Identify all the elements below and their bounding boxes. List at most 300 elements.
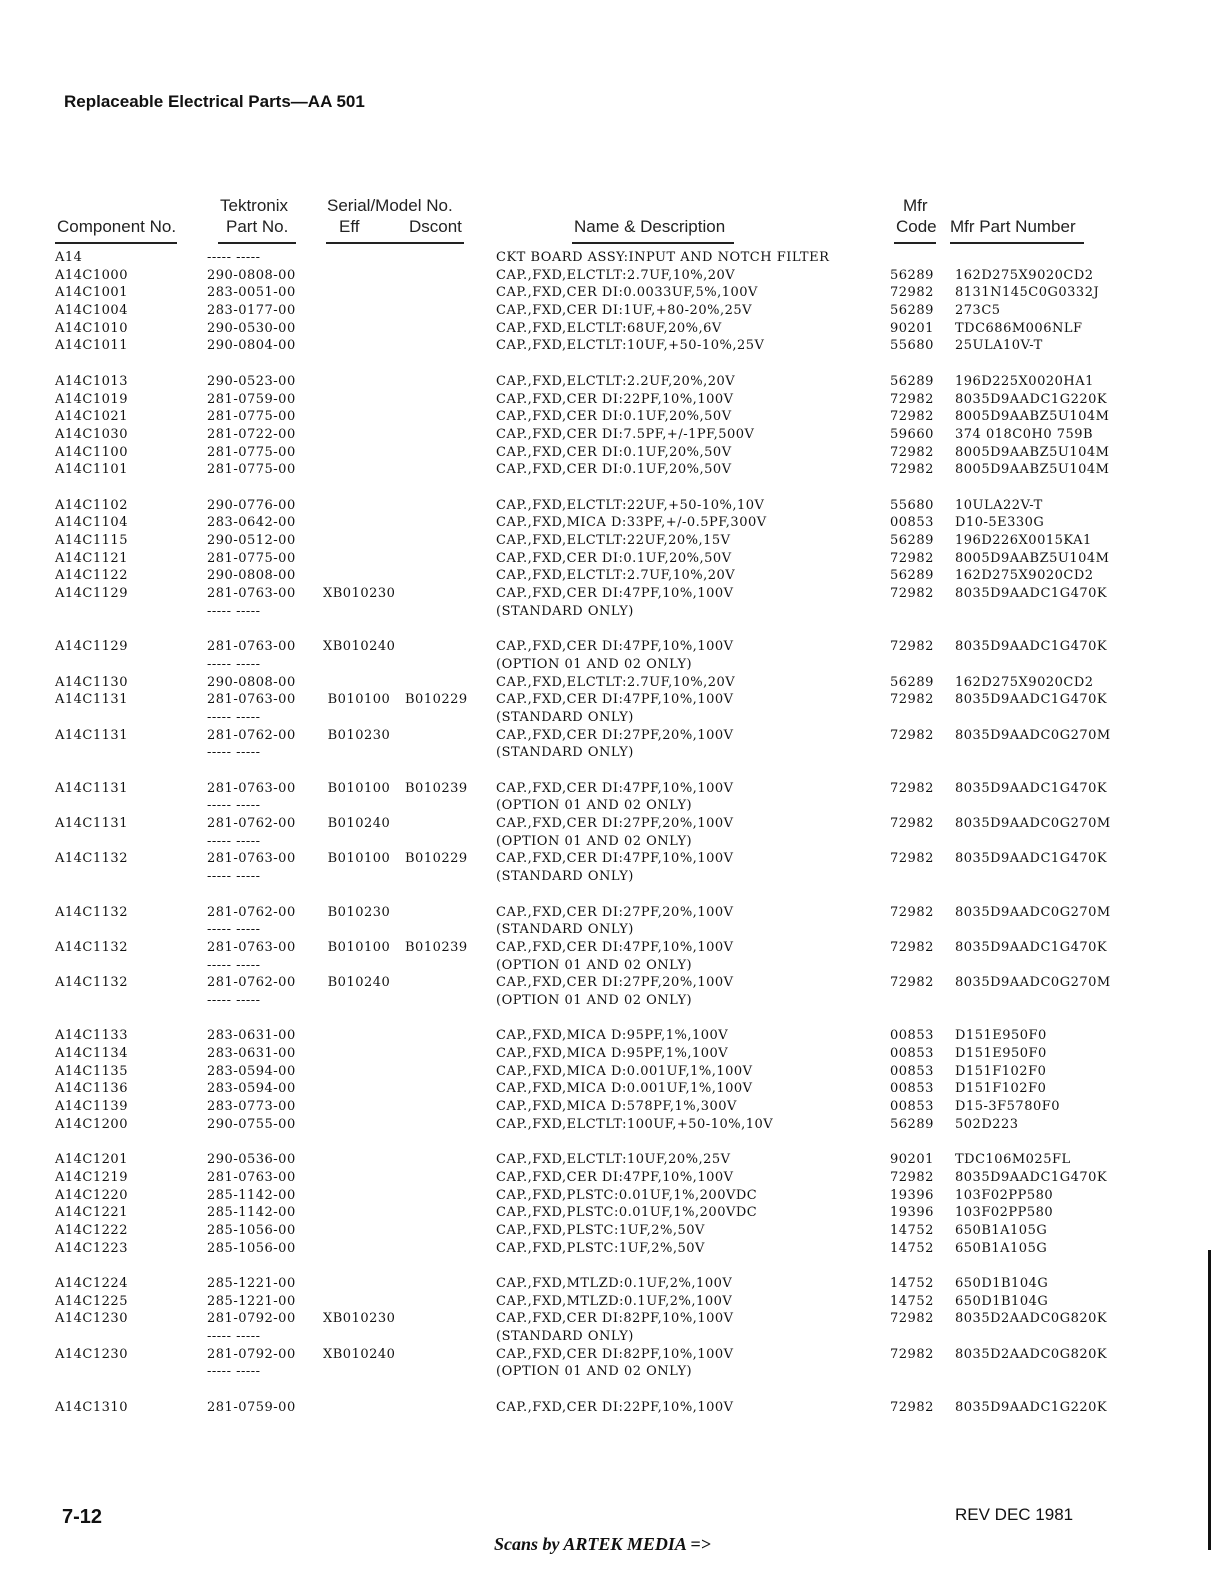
component-no: A14C1132 bbox=[55, 904, 128, 920]
serial-dscont: B010239 bbox=[405, 939, 468, 955]
table-row bbox=[0, 391, 1230, 409]
tek-part-no: 290-0804-00 bbox=[207, 338, 296, 354]
mfr-code: 72982 bbox=[890, 727, 934, 743]
mfr-part-number: D151E950F0 bbox=[955, 1028, 1047, 1044]
description: CAP.,FXD,ELCTLT:10UF,20%,25V bbox=[496, 1152, 731, 1168]
part-dashes: ----- ----- bbox=[207, 922, 261, 938]
component-no: A14C1230 bbox=[55, 1311, 128, 1327]
description: CAP.,FXD,CER DI:0.1UF,20%,50V bbox=[496, 409, 732, 425]
component-no: A14C1010 bbox=[55, 320, 128, 336]
table-row bbox=[0, 408, 1230, 426]
description: CAP.,FXD,CER DI:27PF,20%,100V bbox=[496, 727, 734, 743]
description-note: (OPTION 01 AND 02 ONLY) bbox=[496, 833, 693, 849]
mfr-code: 72982 bbox=[890, 1399, 934, 1415]
mfr-part-number: 8005D9AABZ5U104M bbox=[955, 462, 1110, 478]
mfr-code: 00853 bbox=[890, 1046, 934, 1062]
col-mfr-part-number: Mfr Part Number bbox=[950, 217, 1076, 236]
scan-credit: Scans by ARTEK MEDIA => bbox=[494, 1534, 711, 1554]
mfr-code: 00853 bbox=[890, 1028, 934, 1044]
component-no: A14C1122 bbox=[55, 568, 128, 584]
description: CAP.,FXD,CER DI:27PF,20%,100V bbox=[496, 816, 734, 832]
tek-part-no: 281-0775-00 bbox=[207, 444, 296, 460]
description: CAP.,FXD,ELCTLT:22UF,20%,15V bbox=[496, 533, 731, 548]
tek-part-no: 281-0763-00 bbox=[207, 939, 296, 955]
mfr-part-number: TDC106M025FL bbox=[955, 1152, 1071, 1168]
mfr-part-number: 162D275X9020CD2 bbox=[955, 267, 1094, 283]
description: CAP.,FXD,CER DI:47PF,10%,100V bbox=[496, 692, 734, 708]
tek-part-no: 283-0631-00 bbox=[207, 1046, 296, 1062]
table-row bbox=[0, 1275, 1230, 1293]
component-no: A14C1115 bbox=[55, 533, 128, 548]
mfr-code: 14752 bbox=[890, 1222, 934, 1238]
table-row bbox=[0, 939, 1230, 974]
part-dashes: ----- ----- bbox=[207, 745, 261, 761]
description: CAP.,FXD,ELCTLT:2.7UF,10%,20V bbox=[496, 674, 736, 690]
description: CKT BOARD ASSY:INPUT AND NOTCH FILTER bbox=[496, 250, 830, 265]
mfr-part-number: 8005D9AABZ5U104M bbox=[955, 444, 1110, 460]
table-row bbox=[0, 497, 1230, 515]
serial-eff: XB010240 bbox=[323, 639, 396, 655]
mfr-code: 72982 bbox=[890, 639, 934, 655]
component-no: A14C1133 bbox=[55, 1028, 128, 1044]
mfr-part-number: 103F02PP580 bbox=[955, 1205, 1054, 1221]
tek-part-no: 285-1142-00 bbox=[207, 1187, 296, 1203]
table-row bbox=[0, 1063, 1230, 1081]
tek-part-no: 285-1142-00 bbox=[207, 1205, 296, 1221]
rule-name bbox=[572, 242, 734, 244]
table-row bbox=[0, 444, 1230, 462]
mfr-code: 72982 bbox=[890, 550, 934, 566]
mfr-code: 19396 bbox=[890, 1187, 934, 1203]
mfr-part-number: 273C5 bbox=[955, 303, 1001, 319]
description: CAP.,FXD,PLSTC:0.01UF,1%,200VDC bbox=[496, 1205, 758, 1221]
table-row bbox=[0, 638, 1230, 673]
mfr-part-number: 8035D9AADC1G220K bbox=[955, 1399, 1108, 1415]
column-header bbox=[0, 196, 1230, 242]
mfr-code: 56289 bbox=[890, 674, 934, 690]
component-no: A14C1131 bbox=[55, 727, 128, 743]
table-row bbox=[0, 815, 1230, 850]
tek-part-no: 281-0722-00 bbox=[207, 426, 296, 442]
tek-part-no: ----- ----- bbox=[207, 250, 261, 265]
tek-part-no: 290-0755-00 bbox=[207, 1116, 296, 1132]
mfr-code: 72982 bbox=[890, 285, 934, 301]
description: CAP.,FXD,ELCTLT:100UF,+50-10%,10V bbox=[496, 1116, 774, 1132]
mfr-code: 00853 bbox=[890, 1081, 934, 1097]
tek-part-no: 281-0763-00 bbox=[207, 1169, 296, 1185]
component-no: A14C1230 bbox=[55, 1346, 128, 1362]
serial-dscont: B010239 bbox=[405, 780, 468, 796]
table-row bbox=[0, 461, 1230, 479]
part-dashes: ----- ----- bbox=[207, 603, 261, 619]
serial-eff: B010230 bbox=[323, 727, 391, 743]
col-tek-top: Tektronix bbox=[220, 196, 289, 215]
tek-part-no: 281-0759-00 bbox=[207, 1399, 296, 1415]
part-dashes: ----- ----- bbox=[207, 1364, 261, 1380]
serial-eff: XB010240 bbox=[323, 1346, 396, 1362]
mfr-part-number: 650B1A105G bbox=[955, 1222, 1048, 1238]
description-note: (STANDARD ONLY) bbox=[496, 1329, 634, 1345]
tek-part-no: 281-0792-00 bbox=[207, 1346, 296, 1362]
mfr-part-number: 10ULA22V-T bbox=[955, 497, 1043, 513]
tek-part-no: 281-0763-00 bbox=[207, 692, 296, 708]
description: CAP.,FXD,CER DI:0.0033UF,5%,100V bbox=[496, 285, 758, 301]
tek-part-no: 281-0759-00 bbox=[207, 391, 296, 407]
description-note: (STANDARD ONLY) bbox=[496, 603, 634, 619]
table-row bbox=[0, 691, 1230, 726]
mfr-code: 55680 bbox=[890, 338, 934, 354]
description: CAP.,FXD,ELCTLT:22UF,+50-10%,10V bbox=[496, 497, 765, 513]
mfr-part-number: 650D1B104G bbox=[955, 1276, 1049, 1292]
mfr-code: 14752 bbox=[890, 1240, 934, 1256]
description: CAP.,FXD,CER DI:82PF,10%,100V bbox=[496, 1311, 734, 1327]
rule-serial bbox=[326, 242, 464, 244]
mfr-code: 55680 bbox=[890, 497, 934, 513]
mfr-code: 72982 bbox=[890, 780, 934, 796]
mfr-part-number: 650B1A105G bbox=[955, 1240, 1048, 1256]
mfr-part-number: D151E950F0 bbox=[955, 1046, 1047, 1062]
tek-part-no: 281-0763-00 bbox=[207, 639, 296, 655]
mfr-part-number: D151F102F0 bbox=[955, 1063, 1047, 1079]
component-no: A14C1134 bbox=[55, 1046, 128, 1062]
mfr-part-number: 8035D2AADC0G820K bbox=[955, 1346, 1108, 1362]
component-no: A14C1136 bbox=[55, 1081, 128, 1097]
component-no: A14C1132 bbox=[55, 939, 128, 955]
description: CAP.,FXD,CER DI:47PF,10%,100V bbox=[496, 586, 734, 602]
table-row bbox=[0, 1027, 1230, 1045]
description: CAP.,FXD,CER DI:47PF,10%,100V bbox=[496, 1169, 734, 1185]
mfr-code: 72982 bbox=[890, 904, 934, 920]
rule-tek bbox=[218, 242, 296, 244]
mfr-code: 56289 bbox=[890, 568, 934, 584]
table-row bbox=[0, 1169, 1230, 1187]
tek-part-no: 290-0808-00 bbox=[207, 674, 296, 690]
table-row bbox=[0, 1399, 1230, 1417]
mfr-part-number: 162D275X9020CD2 bbox=[955, 674, 1094, 690]
tek-part-no: 281-0763-00 bbox=[207, 851, 296, 867]
component-no: A14C1004 bbox=[55, 303, 128, 319]
table-row bbox=[0, 1240, 1230, 1258]
rule-mfr-code bbox=[894, 242, 936, 244]
description: CAP.,FXD,ELCTLT:2.7UF,10%,20V bbox=[496, 267, 736, 283]
mfr-part-number: 196D225X0020HA1 bbox=[955, 373, 1094, 389]
component-no: A14C1019 bbox=[55, 391, 128, 407]
description: CAP.,FXD,MICA D:33PF,+/-0.5PF,300V bbox=[496, 515, 767, 531]
mfr-code: 72982 bbox=[890, 409, 934, 425]
col-name-description: Name & Description bbox=[574, 217, 726, 236]
description: CAP.,FXD,CER DI:0.1UF,20%,50V bbox=[496, 444, 732, 460]
mfr-part-number: 8035D9AADC1G470K bbox=[955, 1169, 1108, 1185]
tek-part-no: 281-0762-00 bbox=[207, 727, 296, 743]
description-note: (STANDARD ONLY) bbox=[496, 922, 634, 938]
component-no: A14 bbox=[55, 250, 83, 265]
col-serial-top: Serial/Model No. bbox=[327, 196, 453, 215]
component-no: A14C1222 bbox=[55, 1222, 128, 1238]
component-no: A14C1013 bbox=[55, 373, 128, 389]
component-no: A14C1030 bbox=[55, 426, 128, 442]
tek-part-no: 283-0594-00 bbox=[207, 1081, 296, 1097]
component-no: A14C1132 bbox=[55, 975, 128, 991]
mfr-code: 72982 bbox=[890, 586, 934, 602]
mfr-part-number: 8035D9AADC1G470K bbox=[955, 586, 1108, 602]
component-no: A14C1001 bbox=[55, 285, 128, 301]
table-row bbox=[0, 567, 1230, 585]
description: CAP.,FXD,MICA D:95PF,1%,100V bbox=[496, 1046, 729, 1062]
table-row bbox=[0, 532, 1230, 550]
mfr-code: 00853 bbox=[890, 1063, 934, 1079]
description-note: (OPTION 01 AND 02 ONLY) bbox=[496, 1364, 693, 1380]
mfr-code: 90201 bbox=[890, 320, 934, 336]
mfr-part-number: 8035D9AADC1G470K bbox=[955, 939, 1108, 955]
component-no: A14C1219 bbox=[55, 1169, 128, 1185]
mfr-code: 00853 bbox=[890, 515, 934, 531]
component-no: A14C1224 bbox=[55, 1276, 128, 1292]
table-row bbox=[0, 1204, 1230, 1222]
mfr-code: 72982 bbox=[890, 391, 934, 407]
tek-part-no: 281-0762-00 bbox=[207, 816, 296, 832]
table-row bbox=[0, 284, 1230, 302]
tek-part-no: 290-0808-00 bbox=[207, 267, 296, 283]
mfr-code: 14752 bbox=[890, 1276, 934, 1292]
description: CAP.,FXD,CER DI:47PF,10%,100V bbox=[496, 939, 734, 955]
description: CAP.,FXD,ELCTLT:2.2UF,20%,20V bbox=[496, 373, 736, 389]
mfr-part-number: 8035D9AADC1G470K bbox=[955, 639, 1108, 655]
mfr-part-number: 103F02PP580 bbox=[955, 1187, 1054, 1203]
table-row bbox=[0, 426, 1230, 444]
mfr-part-number: 8035D9AADC0G270M bbox=[955, 727, 1111, 743]
table-row bbox=[0, 850, 1230, 885]
component-no: A14C1221 bbox=[55, 1205, 128, 1221]
mfr-code: 72982 bbox=[890, 851, 934, 867]
table-row bbox=[0, 337, 1230, 355]
tek-part-no: 283-0642-00 bbox=[207, 515, 296, 531]
description: CAP.,FXD,CER DI:1UF,+80-20%,25V bbox=[496, 303, 753, 319]
mfr-part-number: 8035D9AADC1G220K bbox=[955, 391, 1108, 407]
tek-part-no: 290-0523-00 bbox=[207, 373, 296, 389]
description: CAP.,FXD,ELCTLT:68UF,20%,6V bbox=[496, 320, 722, 336]
component-no: A14C1200 bbox=[55, 1116, 128, 1132]
tek-part-no: 290-0530-00 bbox=[207, 320, 296, 336]
part-dashes: ----- ----- bbox=[207, 798, 261, 814]
tek-part-no: 281-0792-00 bbox=[207, 1311, 296, 1327]
tek-part-no: 290-0536-00 bbox=[207, 1152, 296, 1168]
col-tek-bottom: Part No. bbox=[226, 217, 289, 236]
tek-part-no: 285-1056-00 bbox=[207, 1222, 296, 1238]
mfr-part-number: 502D223 bbox=[955, 1116, 1019, 1132]
description: CAP.,FXD,CER DI:22PF,10%,100V bbox=[496, 391, 734, 407]
description-note: (STANDARD ONLY) bbox=[496, 745, 634, 761]
rule-mfr-part bbox=[950, 242, 1084, 244]
mfr-part-number: 8035D9AADC0G270M bbox=[955, 975, 1111, 991]
description: CAP.,FXD,CER DI:47PF,10%,100V bbox=[496, 639, 734, 655]
col-eff: Eff bbox=[339, 217, 360, 236]
description: CAP.,FXD,ELCTLT:10UF,+50-10%,25V bbox=[496, 338, 765, 354]
mfr-code: 56289 bbox=[890, 533, 934, 548]
part-dashes: ----- ----- bbox=[207, 1329, 261, 1345]
table-row bbox=[0, 1116, 1230, 1134]
component-no: A14C1131 bbox=[55, 780, 128, 796]
table-row bbox=[0, 727, 1230, 762]
table-row bbox=[0, 1222, 1230, 1240]
mfr-part-number: 8035D9AADC1G470K bbox=[955, 851, 1108, 867]
mfr-part-number: 25ULA10V-T bbox=[955, 338, 1043, 354]
component-no: A14C1131 bbox=[55, 816, 128, 832]
description: CAP.,FXD,MTLZD:0.1UF,2%,100V bbox=[496, 1293, 733, 1309]
component-no: A14C1130 bbox=[55, 674, 128, 690]
component-no: A14C1000 bbox=[55, 267, 128, 283]
part-dashes: ----- ----- bbox=[207, 833, 261, 849]
description-note: (OPTION 01 AND 02 ONLY) bbox=[496, 957, 693, 973]
revision-date: REV DEC 1981 bbox=[955, 1505, 1074, 1524]
tek-part-no: 283-0177-00 bbox=[207, 303, 296, 319]
mfr-part-number: 8005D9AABZ5U104M bbox=[955, 409, 1110, 425]
part-dashes: ----- ----- bbox=[207, 709, 261, 725]
mfr-part-number: 8035D9AADC0G270M bbox=[955, 816, 1111, 832]
parts-table bbox=[0, 249, 1230, 1417]
mfr-code: 72982 bbox=[890, 444, 934, 460]
description: CAP.,FXD,CER DI:47PF,10%,100V bbox=[496, 851, 734, 867]
mfr-code: 56289 bbox=[890, 303, 934, 319]
description-note: (OPTION 01 AND 02 ONLY) bbox=[496, 656, 693, 672]
description: CAP.,FXD,MICA D:0.001UF,1%,100V bbox=[496, 1081, 753, 1097]
component-no: A14C1011 bbox=[55, 338, 128, 354]
tek-part-no: 281-0762-00 bbox=[207, 975, 296, 991]
table-row bbox=[0, 1151, 1230, 1169]
description: CAP.,FXD,PLSTC:1UF,2%,50V bbox=[496, 1222, 705, 1238]
tek-part-no: 283-0631-00 bbox=[207, 1028, 296, 1044]
part-dashes: ----- ----- bbox=[207, 656, 261, 672]
table-row bbox=[0, 1098, 1230, 1116]
tek-part-no: 283-0773-00 bbox=[207, 1099, 296, 1115]
component-no: A14C1220 bbox=[55, 1187, 128, 1203]
col-dscont: Dscont bbox=[409, 217, 462, 236]
tek-part-no: 281-0775-00 bbox=[207, 409, 296, 425]
description: CAP.,FXD,CER DI:27PF,20%,100V bbox=[496, 975, 734, 991]
tek-part-no: 290-0512-00 bbox=[207, 533, 296, 548]
mfr-part-number: 8035D9AADC1G470K bbox=[955, 692, 1108, 708]
col-component: Component No. bbox=[57, 217, 177, 236]
table-row bbox=[0, 249, 1230, 267]
mfr-code: 14752 bbox=[890, 1293, 934, 1309]
mfr-part-number: 374 018C0H0 759B bbox=[955, 426, 1094, 442]
table-row bbox=[0, 267, 1230, 285]
mfr-part-number: 8131N145C0G0332J bbox=[955, 285, 1100, 301]
mfr-part-number: 8035D9AADC1G470K bbox=[955, 780, 1108, 796]
description-note: (OPTION 01 AND 02 ONLY) bbox=[496, 798, 693, 814]
mfr-code: 72982 bbox=[890, 975, 934, 991]
description: CAP.,FXD,MICA D:0.001UF,1%,100V bbox=[496, 1063, 753, 1079]
table-row bbox=[0, 1293, 1230, 1311]
description: CAP.,FXD,MICA D:95PF,1%,100V bbox=[496, 1028, 729, 1044]
table-row bbox=[0, 674, 1230, 692]
table-row bbox=[0, 1310, 1230, 1345]
serial-eff: B010240 bbox=[323, 975, 391, 991]
table-row bbox=[0, 514, 1230, 532]
serial-eff: B010230 bbox=[323, 904, 391, 920]
description: CAP.,FXD,CER DI:7.5PF,+/-1PF,500V bbox=[496, 426, 755, 442]
mfr-code: 72982 bbox=[890, 1311, 934, 1327]
tek-part-no: 281-0762-00 bbox=[207, 904, 296, 920]
tek-part-no: 285-1056-00 bbox=[207, 1240, 296, 1256]
table-row bbox=[0, 1080, 1230, 1098]
page-header-title: Replaceable Electrical Parts—AA 501 bbox=[64, 92, 365, 111]
serial-eff: B010100 bbox=[323, 939, 391, 955]
tek-part-no: 283-0051-00 bbox=[207, 285, 296, 301]
rule-component bbox=[55, 242, 177, 244]
mfr-code: 59660 bbox=[890, 426, 934, 442]
part-dashes: ----- ----- bbox=[207, 869, 261, 885]
mfr-part-number: 8035D9AADC0G270M bbox=[955, 904, 1111, 920]
mfr-part-number: 8035D2AADC0G820K bbox=[955, 1311, 1108, 1327]
mfr-code: 56289 bbox=[890, 373, 934, 389]
component-no: A14C1139 bbox=[55, 1099, 128, 1115]
table-row bbox=[0, 373, 1230, 391]
mfr-code: 56289 bbox=[890, 1116, 934, 1132]
description: CAP.,FXD,MICA D:578PF,1%,300V bbox=[496, 1099, 737, 1115]
tek-part-no: 281-0775-00 bbox=[207, 550, 296, 566]
component-no: A14C1129 bbox=[55, 639, 128, 655]
serial-dscont: B010229 bbox=[405, 851, 468, 867]
table-row bbox=[0, 302, 1230, 320]
mfr-part-number: D10-5E330G bbox=[955, 515, 1045, 531]
serial-dscont: B010229 bbox=[405, 692, 468, 708]
mfr-code: 72982 bbox=[890, 1346, 934, 1362]
component-no: A14C1135 bbox=[55, 1063, 128, 1079]
component-no: A14C1225 bbox=[55, 1293, 128, 1309]
description: CAP.,FXD,PLSTC:1UF,2%,50V bbox=[496, 1240, 705, 1256]
component-no: A14C1100 bbox=[55, 444, 128, 460]
tek-part-no: 281-0763-00 bbox=[207, 780, 296, 796]
col-mfr-code: Code bbox=[896, 217, 937, 236]
description: CAP.,FXD,CER DI:22PF,10%,100V bbox=[496, 1399, 734, 1415]
mfr-code: 72982 bbox=[890, 462, 934, 478]
mfr-code: 90201 bbox=[890, 1152, 934, 1168]
mfr-part-number: D15-3F5780F0 bbox=[955, 1099, 1061, 1115]
col-mfr-top: Mfr bbox=[903, 196, 928, 215]
mfr-part-number: 196D226X0015KA1 bbox=[955, 533, 1092, 548]
serial-eff: XB010230 bbox=[323, 586, 396, 602]
component-no: A14C1101 bbox=[55, 462, 128, 478]
mfr-code: 00853 bbox=[890, 1099, 934, 1115]
mfr-part-number: TDC686M006NLF bbox=[955, 320, 1083, 336]
tek-part-no: 290-0808-00 bbox=[207, 568, 296, 584]
tek-part-no: 285-1221-00 bbox=[207, 1293, 296, 1309]
mfr-code: 19396 bbox=[890, 1205, 934, 1221]
component-no: A14C1129 bbox=[55, 586, 128, 602]
description: CAP.,FXD,CER DI:47PF,10%,100V bbox=[496, 780, 734, 796]
mfr-code: 56289 bbox=[890, 267, 934, 283]
description-note: (STANDARD ONLY) bbox=[496, 709, 634, 725]
mfr-code: 72982 bbox=[890, 1169, 934, 1185]
component-no: A14C1104 bbox=[55, 515, 128, 531]
tek-part-no: 281-0763-00 bbox=[207, 586, 296, 602]
component-no: A14C1131 bbox=[55, 692, 128, 708]
table-row bbox=[0, 1346, 1230, 1381]
description: CAP.,FXD,CER DI:0.1UF,20%,50V bbox=[496, 462, 732, 478]
description: CAP.,FXD,CER DI:27PF,20%,100V bbox=[496, 904, 734, 920]
description-note: (STANDARD ONLY) bbox=[496, 869, 634, 885]
component-no: A14C1021 bbox=[55, 409, 128, 425]
serial-eff: XB010230 bbox=[323, 1311, 396, 1327]
serial-eff: B010240 bbox=[323, 816, 391, 832]
component-no: A14C1310 bbox=[55, 1399, 128, 1415]
description-note: (OPTION 01 AND 02 ONLY) bbox=[496, 993, 693, 1009]
component-no: A14C1201 bbox=[55, 1152, 128, 1168]
description: CAP.,FXD,MTLZD:0.1UF,2%,100V bbox=[496, 1276, 733, 1292]
tek-part-no: 281-0775-00 bbox=[207, 462, 296, 478]
table-row bbox=[0, 1187, 1230, 1205]
mfr-part-number: 8005D9AABZ5U104M bbox=[955, 550, 1110, 566]
